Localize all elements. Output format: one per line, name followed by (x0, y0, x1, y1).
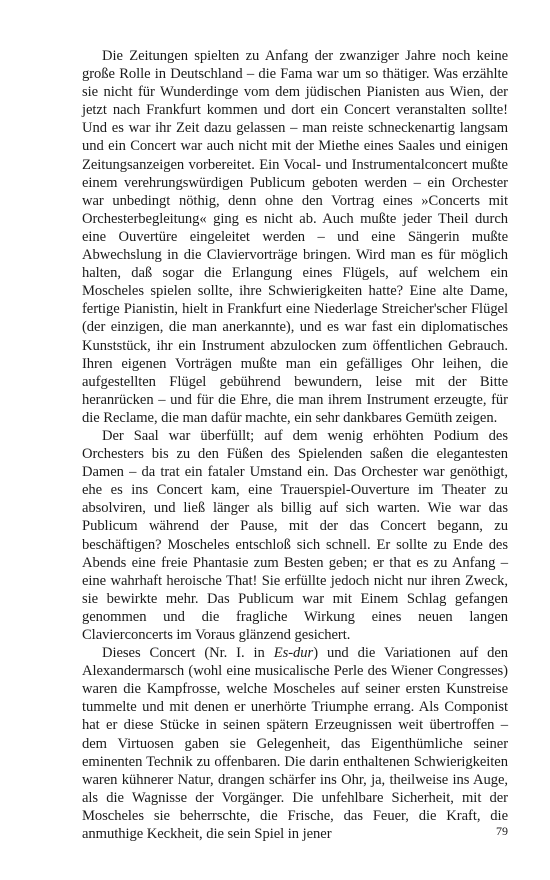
page-number: 79 (496, 824, 508, 838)
paragraph-3-text-rest: ) und die Variationen auf den Alexandermarsch (wohl eine musicalische Perle des Wiener Congresses) waren die Kampfrosse, welche Moscheles auf seiner ersten Kunstreise tummelte und mit denen er unerhörte Triumphe errang. Als Componist hat er diese Stücke in seinen spätern Erzeugnissen weit übertroffen – dem Virtuosen gaben sie Gelegenheit, das Eigenthümliche seiner eminenten Technik zu offenbaren. Die darin enthaltenen Schwierigkeiten waren kühnerer Natur, drangen schärfer ins Ohr, ja, theilweise ins Auge, als die Wagnisse der Vorgänger. Die unfehlbare Sicherheit, mit der Moscheles sie beherrschte, die Frische, das Feuer, die Kraft, die anmuthige Keckheit, die sein Spiel in jener (82, 645, 508, 843)
paragraph-3 (82, 644, 508, 843)
paragraph-1 (82, 47, 508, 427)
paragraph-1-text: Die Zeitungen spielten zu Anfang der zwanziger Jahre noch keine große Rolle in Deutschland – die Fama war um so thätiger. Was erzählte sie nicht für Wunderdinge vom dem jüdischen Pianisten aus Wien, der jetzt nach Frankfurt kommen und dort ein Concert veranstalten sollte! Und es war ihr Zeit dazu gelassen – man reiste schneckenartig langsam und ein Concert war auch nicht mit der Miethe eines Saales und einigen Zeitungsanzeigen vorbereitet. Ein Vocal- und Instrumentalconcert mußte einem verehrungswürdigen Publicum geboten werden – ein Orchester war unbedingt nöthig, denn ohne den Vortrag eines »Concerts mit Orchesterbegleitung« ging es nicht ab. Auch mußte jeder Theil durch eine Ouvertüre eingeleitet werden – und eine Sängerin mußte Abwechslung in die Claviervorträge bringen. Wird man es für möglich halten, daß sogar die Erlangung eines Flügels, auf welchem ein Moscheles spielen sollte, ihre Schwierigkeiten hatte? Eine alte Dame, fertige Pianistin, hielt in Frankfurt eine Niederlage Streicher'scher Flügel (der einzigen, die man anerkannte), und es war fast ein diplomatisches Kunststück, ihr ein Instrument abzulocken zum öffentlichen Gebrauch. Ihren eigenen Vorträgen mußte man ein gefälliges Ohr leihen, die aufgestellten Flügel gebührend bewundern, leise mit der Bitte heranrücken – und für die Ehre, die man ihrem Instrument erzeugte, für die Reclame, die man dafür machte, ein sehr dankbares Gemüth zeigen. (82, 48, 508, 426)
paragraph-2-text: Der Saal war überfüllt; auf dem wenig erhöhten Podium des Orchesters bis zu den Füßen des Spielenden saßen die elegantesten Damen – da trat ein fataler Umstand ein. Das Orchester war genöthigt, ehe es ins Concert kam, eine Trauerspiel-Ouverture im Theater zu absolviren, und ließ länger als billig auf sich warten. Wie war das Publicum während der Pause, mit der das Concert begann, zu beschäftigen? Moscheles entschloß sich schnell. Er sollte zu Ende des Abends eine freie Phantasie zum Besten geben; er that es zu Anfang – eine wahrhaft heroische That! Sie erfüllte jedoch nicht nur ihren Zweck, sie bewirkte mehr. Das Publicum war mit Einem Schlag gefangen genommen und die fragliche Wirkung eines neuen langen Clavierconcerts im Voraus glänzend gesichert. (82, 427, 508, 643)
page-body (82, 47, 508, 843)
paragraph-3-italic-key: Es-dur (273, 645, 314, 662)
paragraph-3-text-start: Dieses Concert (Nr. I. in (102, 645, 274, 662)
paragraph-2 (82, 427, 508, 644)
